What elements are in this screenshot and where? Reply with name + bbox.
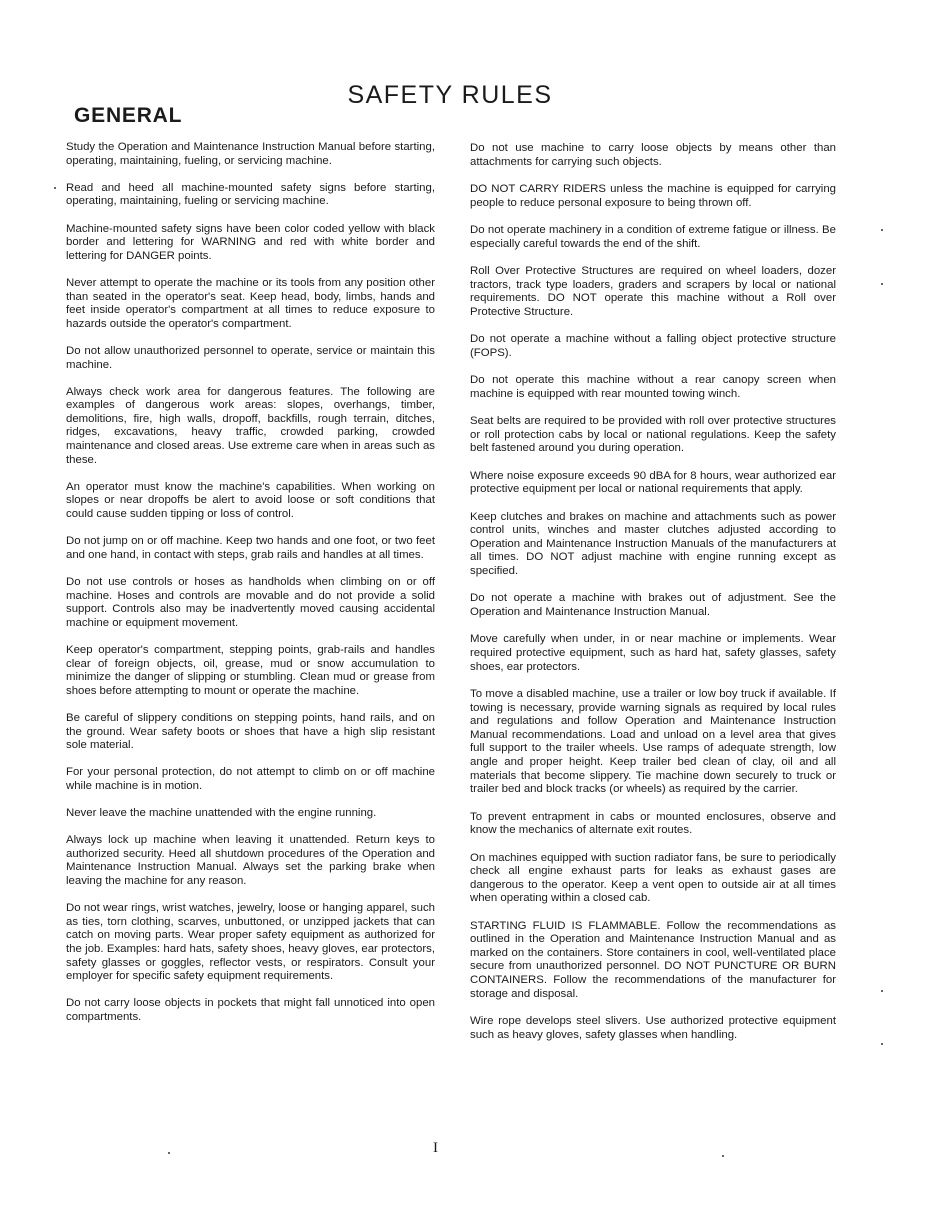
rule-paragraph: Study the Operation and Maintenance Instruction Manual before starting, operating, maintaining, fueling, or servicing machine. bbox=[66, 141, 435, 167]
left-column bbox=[66, 141, 435, 1038]
scan-speck bbox=[54, 187, 56, 189]
rule-paragraph: Move carefully when under, in or near machine or implements. Wear required protective equipment, such as hard hat, safety glasses, safety shoes, ear protectors. bbox=[470, 633, 836, 673]
rule-paragraph: DO NOT CARRY RIDERS unless the machine is equipped for carrying people to reduce personal exposure to being thrown off. bbox=[470, 182, 836, 209]
rule-paragraph: Be careful of slippery conditions on stepping points, hand rails, and on the ground. Wear safety boots or shoes that have a high slip resistant sole material. bbox=[66, 711, 435, 752]
rule-paragraph: Do not jump on or off machine. Keep two hands and one foot, or two feet and one hand, in contact with steps, grab rails and handles at all times. bbox=[66, 535, 435, 561]
scan-speck bbox=[881, 229, 883, 231]
rule-paragraph: On machines equipped with suction radiator fans, be sure to periodically check all engine exhaust parts for leaks as exhaust gases are dangerous to the operator. Keep a vent open to outside air at all times when operating within a closed cab. bbox=[470, 851, 836, 905]
rule-paragraph: Seat belts are required to be provided with roll over protective structures or roll protection cabs by local or national regulations. Keep the safety belt fastened around you during operation. bbox=[470, 415, 836, 455]
rule-paragraph: Do not operate a machine with brakes out of adjustment. See the Operation and Maintenance Instruction Manual. bbox=[470, 592, 836, 619]
rule-paragraph: Do not allow unauthorized personnel to operate, service or maintain this machine. bbox=[66, 344, 435, 371]
section-heading-general: GENERAL bbox=[74, 104, 183, 127]
rule-paragraph: An operator must know the machine's capabilities. When working on slopes or near dropoffs be alert to avoid loose or soft conditions that could cause sudden tipping or loss of control. bbox=[66, 480, 435, 521]
rule-paragraph: Never attempt to operate the machine or its tools from any position other than seated in the operator's seat. Keep head, body, limbs, hands and feet inside operator's compartment at all times to reduce exposure to hazards outside the operator's compartment. bbox=[66, 276, 435, 330]
rule-paragraph: To move a disabled machine, use a trailer or low boy truck if available. If towing is necessary, provide warning signals as required by local rules and regulations and follow Operation and Maintenance Instruction Manual recommendations. Load and unload on a level area that gives full support to the trailer wheels. Use ramps of adequate strength, low angle and proper height. Keep trailer bed clean of clay, oil and all materials that become slippery. Tie machine down securely to truck or trailer bed and block tracks (or wheels) as required by the carrier. bbox=[470, 687, 836, 796]
rule-paragraph: Do not operate a machine without a falling object protective structure (FOPS). bbox=[470, 333, 836, 359]
rule-paragraph: Do not use machine to carry loose objects by means other than attachments for carrying such objects. bbox=[470, 142, 836, 168]
rule-paragraph: Keep operator's compartment, stepping points, grab-rails and handles clear of foreign objects, oil, grease, mud or snow accumulation to minimize the danger of slipping or stumbling. Clean mud or grease from shoes before attempting to mount or operate the machine. bbox=[66, 643, 435, 697]
page-title: SAFETY RULES bbox=[347, 81, 553, 109]
rule-paragraph: Never leave the machine unattended with the engine running. bbox=[66, 807, 377, 820]
right-column bbox=[470, 142, 836, 1056]
rule-paragraph: Do not carry loose objects in pockets that might fall unnoticed into open compartments. bbox=[66, 997, 435, 1023]
scan-speck bbox=[881, 1043, 883, 1045]
rule-paragraph: STARTING FLUID IS FLAMMABLE. Follow the recommendations as outlined in the Operation and Maintenance Instruction Manual and as marked on the containers. Store containers in cool, well-ventilated place secure from unauthorized personnel. DO NOT PUNCTURE OR BURN CONTAINERS. Follow the recommendations of the manufacturer for storage and disposal. bbox=[470, 919, 836, 1000]
rule-paragraph: Do not use controls or hoses as handholds when climbing on or off machine. Hoses and controls are movable and do not provide a solid support. Controls also may be inadvertently moved causing accidental machine or equipment movement. bbox=[66, 576, 435, 629]
page-number: I bbox=[433, 1140, 438, 1156]
scan-speck bbox=[722, 1155, 724, 1157]
rule-paragraph: For your personal protection, do not attempt to climb on or off machine while machine is in motion. bbox=[66, 766, 435, 792]
rule-paragraph: Do not wear rings, wrist watches, jewelry, loose or hanging apparel, such as ties, torn clothing, scarves, unbuttoned, or unzipped jackets that can catch on moving parts. Wear proper safety equipment as authorized for the job. Examples: hard hats, safety shoes, heavy gloves, ear protectors, safety glasses or goggles, reflector vests, or respirators. Consult your employer for specific safety equipment requirements. bbox=[66, 902, 435, 983]
rule-paragraph: Always lock up machine when leaving it unattended. Return keys to authorized security. Heed all shutdown procedures of the Operation and Maintenance Instruction Manual. Always set the parking brake when leaving the machine for any reason. bbox=[66, 834, 435, 888]
rule-paragraph: To prevent entrapment in cabs or mounted enclosures, observe and know the mechanics of alternate exit routes. bbox=[470, 810, 836, 837]
rule-paragraph: Read and heed all machine-mounted safety signs before starting, operating, maintaining, fueling or servicing machine. bbox=[66, 181, 435, 208]
rule-paragraph: Where noise exposure exceeds 90 dBA for 8 hours, wear authorized ear protective equipment per local or national requirements that apply. bbox=[470, 469, 836, 496]
rule-paragraph: Keep clutches and brakes on machine and attachments such as power control units, winches and master clutches adjusted according to Operation and Maintenance Instruction Manuals of the manufacturers at all times. DO NOT adjust machine with engine running except as specified. bbox=[470, 510, 836, 578]
rule-paragraph: Do not operate machinery in a condition of extreme fatigue or illness. Be especially careful towards the end of the shift. bbox=[470, 223, 836, 250]
rule-paragraph: Machine-mounted safety signs have been color coded yellow with black border and lettering for WARNING and red with white border and lettering for DANGER points. bbox=[66, 222, 435, 262]
rule-paragraph: Wire rope develops steel slivers. Use authorized protective equipment such as heavy gloves, safety glasses when handling. bbox=[470, 1015, 836, 1041]
scan-speck bbox=[168, 1152, 170, 1154]
rule-paragraph: Roll Over Protective Structures are required on wheel loaders, dozer tractors, track type loaders, graders and scrapers by local or national requirements. DO NOT operate this machine without a Roll over Protective Structure. bbox=[470, 264, 836, 318]
rule-paragraph: Always check work area for dangerous features. The following are examples of dangerous work areas: slopes, overhangs, timber, demolitions, fire, high walls, dropoff, backfills, rough terrain, ditches, ridges, excavations, heavy traffic, crowded parking, crowded maintenance and closed areas. Use extreme care when in areas such as these. bbox=[66, 385, 435, 466]
scan-speck bbox=[881, 990, 883, 992]
rule-paragraph: Do not operate this machine without a rear canopy screen when machine is equipped with rear mounted towing winch. bbox=[470, 374, 836, 400]
scan-speck bbox=[881, 283, 883, 285]
